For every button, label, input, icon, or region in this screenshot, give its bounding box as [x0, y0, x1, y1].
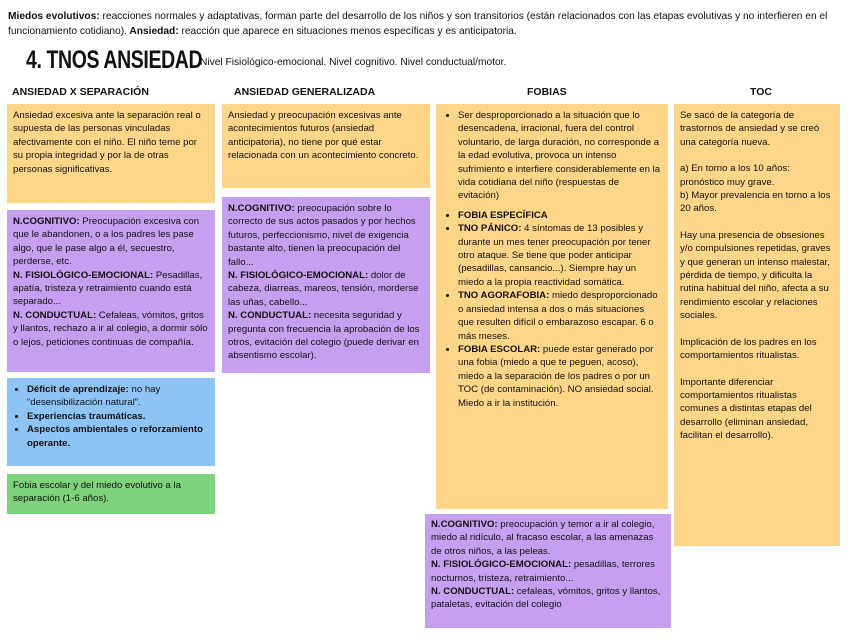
toc-p2a: a) En torno a los 10 años: pronóstico muy grave. [680, 163, 790, 188]
toc-p5: Importante diferenciar comportamientos ritualistas comunes a distintas etapas del desarrollo (eliminan ansiedad, facilitan el desarrollo). [680, 376, 812, 442]
separacion-green-text: Fobia escolar y del miedo evolutivo a la separación (1-6 años). [13, 480, 181, 505]
fobias-cognitivo: N.COGNITIVO: preocupación y temor a ir al colegio, miedo al ridículo, al fracaso escolar, a las amenazas de otros niños, a las peleas. [431, 519, 655, 557]
fobia-escolar: • FOBIA ESCOLAR: puede estar generado por una fobia (miedo a que te peguen, acoso), miedo a la separación de los padres o por un TOC (de contaminación). NO ansiedad social. Miedo a ir la institución. [458, 343, 662, 410]
tno-panico: • TNO PÁNICO: 4 síntomas de 13 posibles y durante un mes tener preocupación por tener otro ataque. Se tiene que poder anticipar (pesadillas, cansancio...). Siempre hay un miedo a la propia reactividad somática. [458, 222, 662, 289]
col-header-separacion: ANSIEDAD X SEPARACIÓN [12, 86, 149, 98]
col-header-fobias: FOBIAS [527, 86, 567, 98]
toc-box [674, 104, 840, 546]
fobias-types-list [442, 209, 662, 410]
toc-p2b: b) Mayor prevalencia en torno a los 20 años. [680, 190, 831, 215]
factor-item: • Experiencias traumáticas. [27, 410, 209, 423]
separacion-definition: Ansiedad excesiva ante la separación real o supuesta de las personas vinculadas afectivamente con el niño. El niño teme por su propia integridad y por la de otras personas significativas. [13, 110, 201, 175]
separacion-conductual: N. CONDUCTUAL: Cefaleas, vómitos, gritos y llantos, rechazo a ir al colegio, a dormir sólo o lejos, peticiones continuas de compañía. [13, 309, 208, 348]
ansiedad-label: Ansiedad: [126, 25, 179, 37]
col-header-generalizada: ANSIEDAD GENERALIZADA [234, 86, 376, 98]
fobia-especifica: • FOBIA ESPECÍFICA [458, 209, 662, 222]
col-header-toc: TOC [750, 86, 772, 98]
separacion-definition-box [7, 104, 215, 203]
fobias-levels-box [425, 514, 671, 628]
fobias-main-box [436, 104, 668, 509]
generalizada-conductual: N. CONDUCTUAL: necesita seguridad y pregunta con frecuencia la aprobación de los otros, evitación del colegio (puede derivar en absentismo escolar). [228, 310, 420, 362]
generalizada-fisiologico: N. FISIOLÓGICO-EMOCIONAL: dolor de cabeza, diarreas, mareos, tensión, morderse las uñas, cabello... [228, 270, 419, 308]
separacion-green-box [7, 474, 215, 514]
separacion-factors-list [13, 383, 209, 450]
toc-p1: Se sacó de la categoría de trastornos de ansiedad y se creó una categoría nueva. [680, 110, 820, 148]
separacion-factors-box [7, 378, 215, 466]
separacion-fisiologico: N. FISIOLÓGICO-EMOCIONAL: Pesadillas, apatía, tristeza y retraimiento cuando está separado... [13, 269, 203, 308]
fobias-fisiologico: N. FISIOLÓGICO-EMOCIONAL: pesadillas, terrores nocturnos, tristeza, retraimiento... [431, 559, 655, 584]
fobias-list [442, 109, 662, 203]
miedos-text: reacciones normales y adaptativas, forman parte del desarrollo de los niños y son transitorios (están relacionados con las etapas evolutivas y no interfieren en el funcionamiento cotidiano). [8, 11, 828, 37]
intro-paragraph [8, 10, 838, 39]
factor-item: • Déficit de aprendizaje: no hay “desensibilización natural”. [27, 383, 209, 410]
separacion-cognitivo: N.COGNITIVO: Preocupación excesiva con que le abandonen, o a los padres les pase algo, que le pase algo a él, secuestro, perderse, etc. [13, 216, 200, 268]
generalizada-definition-box [222, 104, 430, 188]
page-title: 4. TNOS ANSIEDAD [26, 46, 203, 74]
generalizada-cognitivo: N.COGNITIVO: preocupación sobre lo correcto de sus actos pasados y por hechos futuros, perfeccionismo, nivel de exigencia bastante alto, tienen la preocupación del fallo... [228, 203, 416, 268]
factor-item: • Aspectos ambientales o reforzamiento operante. [27, 423, 209, 450]
separacion-levels-box [7, 210, 215, 372]
levels-text: Nivel Fisiológico-emocional. Nivel cognitivo. Nivel conductual/motor. [200, 57, 507, 68]
ansiedad-text: reacción que aparece en situaciones menos específicas y es anticipatoria. [178, 25, 517, 37]
generalizada-definition: Ansiedad y preocupación excesivas ante acontecimientos futuros (ansiedad anticipatoria), no tiene por qué estar relacionada con un acontecimiento concreto. [228, 110, 419, 162]
toc-p4: Implicación de los padres en los comportamientos ritualistas. [680, 336, 817, 362]
fobias-criteria: • Ser desproporcionado a la situación que lo desencadena, irracional, fuera del control voluntario, de larga duración, no corresponde a la edad evolutiva, provoca un intenso sufrimiento e interfiere considerablemente en la vida cotidiana del niño (respuestas de evitación) [458, 109, 662, 203]
tno-agorafobia: • TNO AGORAFOBIA: miedo desproporcionado o ansiedad intensa a dos o más situaciones que resulten difícil o embarazoso escapar. 6 o más meses. [458, 289, 662, 343]
toc-p3: Hay una presencia de obsesiones y/o compulsiones repetidas, graves y que generan un intenso malestar, pérdida de tiempo, y dificulta la rutina habitual del niño, afecta a su rendimiento escolar y relaciones sociales. [680, 229, 831, 322]
miedos-label: Miedos evolutivos: [8, 11, 100, 22]
fobias-conductual: N. CONDUCTUAL: cefaleas, vómitos, gritos y llantos, pataletas, evitación del colegio [431, 586, 661, 611]
generalizada-levels-box [222, 197, 430, 373]
